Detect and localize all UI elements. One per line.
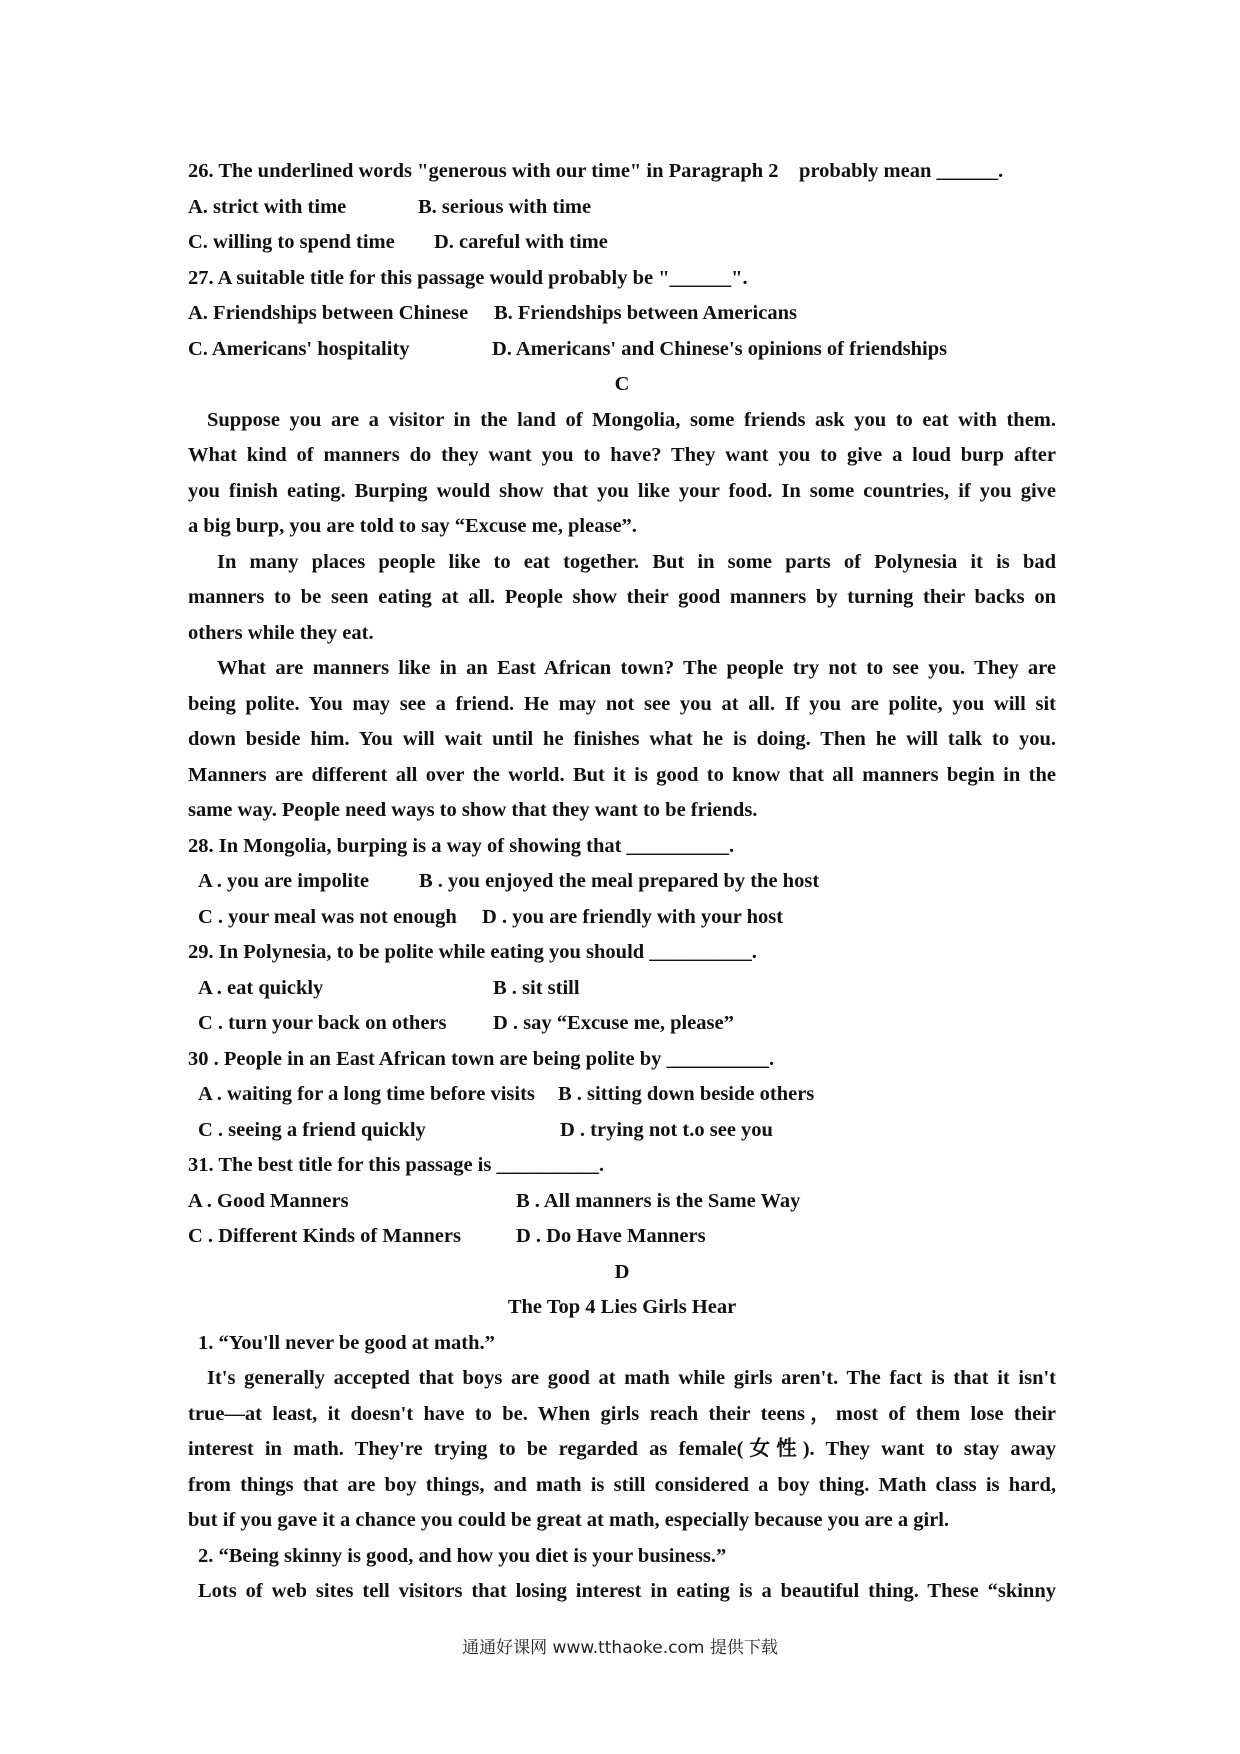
lie-1-heading: 1. “You'll never be good at math.” bbox=[198, 1331, 495, 1354]
question-29-stem: 29. In Polynesia, to be polite while eating you should __________. bbox=[188, 941, 757, 963]
question-28-stem: 28. In Mongolia, burping is a way of showing that __________. bbox=[188, 834, 735, 857]
section-c-p3-line: being polite. You may see a friend. He may not see you at all. If you are polite, you will sit bbox=[188, 692, 1056, 715]
question-28-row-1 bbox=[188, 864, 1056, 900]
q29-option-d: D . say “Excuse me, please” bbox=[493, 1012, 734, 1034]
question-31-stem: 31. The best title for this passage is __________. bbox=[188, 1154, 605, 1176]
question-27-stem: 27. A suitable title for this passage would probably be "______". bbox=[188, 266, 748, 289]
question-31-row-1 bbox=[188, 1184, 1056, 1220]
section-c-p3-line: Manners are different all over the world. But it is good to know that all manners begin in the bbox=[188, 763, 1056, 786]
question-30-stem: 30 . People in an East African town are being polite by __________. bbox=[188, 1047, 775, 1070]
section-d-p2-line: Lots of web sites tell visitors that losing interest in eating is a beautiful thing. These “skinny bbox=[198, 1580, 1056, 1602]
q29-option-a: A . eat quickly bbox=[198, 976, 324, 999]
q28-option-c: C . your meal was not enough bbox=[198, 905, 457, 928]
question-26-row-1 bbox=[188, 190, 1056, 226]
question-28-row-2 bbox=[188, 900, 1056, 936]
question-30-row-1 bbox=[188, 1077, 1056, 1113]
question-29-row-2 bbox=[188, 1006, 1056, 1042]
document-page bbox=[188, 154, 1056, 1610]
section-c-p3-line: What are manners like in an East African town? The people try not to see you. They are bbox=[217, 657, 1056, 679]
q31-option-b: B . All manners is the Same Way bbox=[516, 1189, 801, 1212]
section-c-p2-line: others while they eat. bbox=[188, 621, 374, 644]
lie-2-heading: 2. “Being skinny is good, and how you diet is your business.” bbox=[198, 1544, 727, 1567]
q27-option-a: A. Friendships between Chinese bbox=[188, 302, 469, 324]
q31-option-c: C . Different Kinds of Manners bbox=[188, 1225, 461, 1247]
question-27-row-1 bbox=[188, 296, 1056, 332]
question-26-row-2 bbox=[188, 225, 1056, 261]
q29-option-b: B . sit still bbox=[493, 976, 580, 999]
q26-option-d: D. careful with time bbox=[434, 231, 608, 253]
q31-option-d: D . Do Have Manners bbox=[516, 1225, 706, 1247]
q31-option-a: A . Good Manners bbox=[188, 1189, 349, 1212]
q26-option-a: A. strict with time bbox=[188, 195, 347, 218]
q29-option-c: C . turn your back on others bbox=[198, 1012, 447, 1034]
section-c-p3-line: same way. People need ways to show that they want to be friends. bbox=[188, 799, 758, 821]
section-c-heading: C bbox=[614, 373, 630, 395]
q28-option-b: B . you enjoyed the meal prepared by the host bbox=[419, 870, 820, 892]
section-c-p2-line: In many places people like to eat together. But in some parts of Polynesia it is bad bbox=[217, 550, 1056, 573]
q26-option-c: C. willing to spend time bbox=[188, 231, 395, 253]
q26-option-b: B. serious with time bbox=[418, 195, 592, 218]
q28-option-d: D . you are friendly with your host bbox=[482, 905, 784, 928]
q27-option-b: B. Friendships between Americans bbox=[494, 302, 797, 324]
section-c-p1-line: Suppose you are a visitor in the land of Mongolia, some friends ask you to eat with them. bbox=[207, 408, 1056, 431]
section-d-p1-line: but if you gave it a chance you could be great at math, especially because you are a girl. bbox=[188, 1509, 950, 1531]
q27-option-d: D. Americans' and Chinese's opinions of friendships bbox=[492, 337, 948, 360]
section-d-title: The Top 4 Lies Girls Hear bbox=[507, 1296, 737, 1318]
section-d-p1-line: true—at least, it doesn't have to be. When girls reach their teens，most of them lose their bbox=[188, 1402, 1056, 1425]
section-c-p2-line: manners to be seen eating at all. People show their good manners by turning their backs on bbox=[188, 586, 1056, 608]
q30-option-c: C . seeing a friend quickly bbox=[198, 1118, 426, 1141]
section-d-p1-line: interest in math. They're trying to be regarded as female(女性). They want to stay away bbox=[188, 1438, 1056, 1460]
q28-option-a: A . you are impolite bbox=[198, 870, 370, 892]
footer-watermark: 通通好课网 www.tthaoke.com 提供下载 bbox=[462, 1638, 778, 1658]
question-30-row-2 bbox=[188, 1113, 1056, 1149]
q30-option-d: D . trying not t.o see you bbox=[560, 1118, 773, 1141]
q30-option-a: A . waiting for a long time before visits bbox=[198, 1083, 535, 1105]
question-27-row-2 bbox=[188, 332, 1056, 368]
section-c-p1-line: a big burp, you are told to say “Excuse me, please”. bbox=[188, 515, 637, 537]
question-29-row-1 bbox=[188, 971, 1056, 1007]
q27-option-c: C. Americans' hospitality bbox=[188, 337, 410, 360]
question-31-row-2 bbox=[188, 1219, 1056, 1255]
section-d-p1-line: It's generally accepted that boys are good at math while girls aren't. The fact is that it isn't bbox=[207, 1367, 1056, 1389]
section-d-heading: D bbox=[614, 1260, 630, 1283]
section-c-p1-line: What kind of manners do they want you to have? They want you to give a loud burp after bbox=[188, 444, 1056, 466]
section-c-p1-line: you finish eating. Burping would show that you like your food. In some countries, if you give bbox=[188, 479, 1056, 502]
q30-option-b: B . sitting down beside others bbox=[558, 1083, 815, 1105]
section-d-p1-line: from things that are boy things, and math is still considered a boy thing. Math class is hard, bbox=[188, 1473, 1056, 1496]
section-c-p3-line: down beside him. You will wait until he finishes what he is doing. Then he will talk to you. bbox=[188, 728, 1056, 750]
question-26-stem: 26. The underlined words "generous with our time" in Paragraph 2 probably mean ______. bbox=[188, 160, 1004, 182]
